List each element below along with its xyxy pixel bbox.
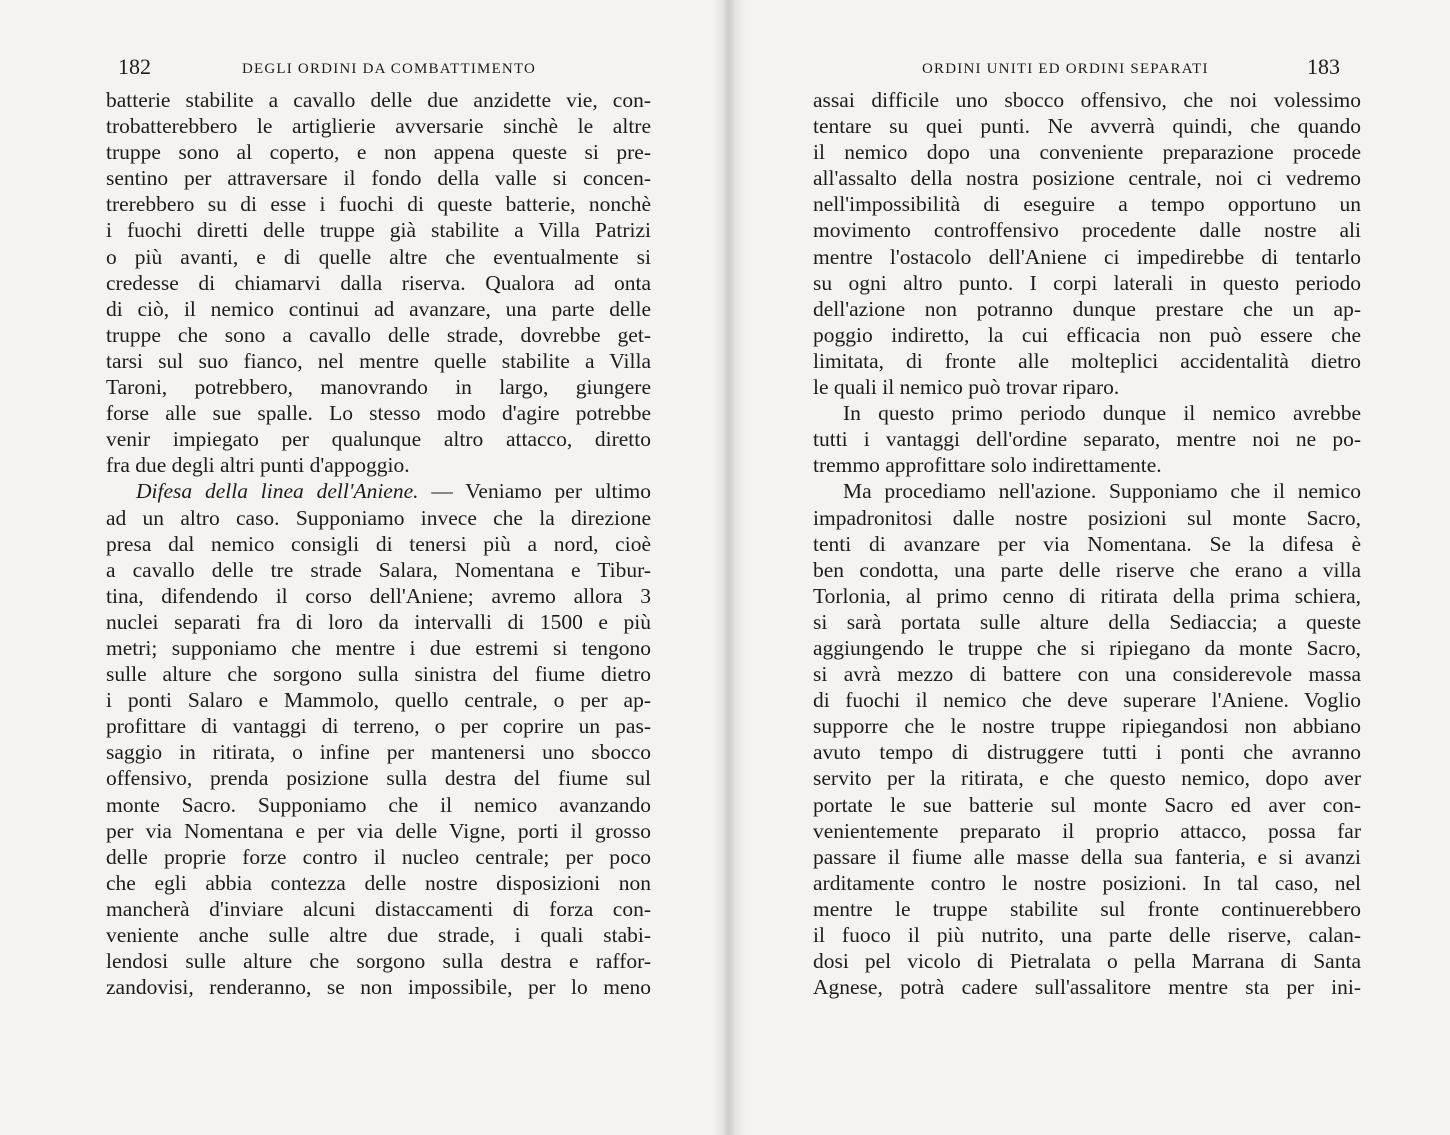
text-line: saggio in ritirata, o infine per mantenersi uno sbocco	[106, 740, 651, 765]
text-line: tutti i vantaggi dell'ordine separato, mentre noi ne po-	[813, 427, 1361, 452]
text-line: offensivo, prenda posizione sulla destra del fiume sul	[106, 766, 651, 791]
text-line: monte Sacro. Supponiamo che il nemico avanzando	[106, 792, 651, 817]
page-number-182: 182	[118, 54, 151, 79]
text-line: a cavallo delle tre strade Salara, Nomentana e Tibur-	[106, 557, 651, 582]
text-line: poggio indiretto, la cui efficacia non può essere che	[813, 322, 1361, 347]
text-line: tina, difendendo il corso dell'Aniene; avremo allora 3	[106, 583, 651, 608]
section-heading-line	[106, 478, 651, 504]
text-line: per via Nomentana e per via delle Vigne, porti il grosso	[106, 818, 651, 843]
text-line: arditamente contro le nostre posizioni. In tal caso, nel	[813, 870, 1361, 895]
text-line: avuto tempo di distruggere tutti i ponti che avranno	[813, 740, 1361, 765]
section-heading: Difesa della linea dell'Aniene.	[136, 479, 419, 504]
text-line: Taroni, potrebbero, manovrando in largo, giungere	[106, 375, 651, 400]
text-line: impadronitosi dalle nostre posizioni sul monte Sacro,	[813, 505, 1361, 530]
text-line: credesse di chiamarvi dalla riserva. Qualora ad onta	[106, 270, 651, 295]
page-number-183: 183	[1307, 54, 1340, 79]
text-line: portate le sue batterie sul monte Sacro ed aver con-	[813, 792, 1361, 817]
text-line: zandovisi, renderanno, se non impossibile, per lo meno	[106, 975, 651, 1000]
text-line: In questo primo periodo dunque il nemico avrebbe	[843, 401, 1361, 426]
text-line: servito per la ritirata, e che questo nemico, dopo aver	[813, 766, 1361, 791]
text-line: su ogni altro punto. I corpi laterali in questo periodo	[813, 270, 1361, 295]
text-line: venir impiegato per qualunque altro attacco, diretto	[106, 427, 651, 452]
text-line: dell'azione non potranno dunque prestare che un ap-	[813, 296, 1361, 321]
text-line: mentre l'ostacolo dell'Aniene ci impedirebbe di tentarlo	[813, 244, 1361, 269]
text-line: nell'impossibilità di eseguire a tempo opportuno un	[813, 192, 1361, 217]
text-line: veniente anche sulle altre due strade, i quali stabi-	[106, 923, 651, 947]
text-line: all'assalto della nostra posizione centrale, noi ci vedremo	[813, 166, 1361, 191]
text-line: nuclei separati fra di loro da intervalli di 1500 e più	[106, 609, 651, 634]
text-line: il nemico dopo una conveniente preparazione procede	[813, 140, 1361, 165]
left-page-body	[106, 87, 651, 1000]
text-line: batterie stabilite a cavallo delle due anzidette vie, con-	[106, 88, 651, 112]
text-line: o più avanti, e di quelle altre che eventualmente si	[106, 244, 651, 269]
text-line: il fuoco il più nutrito, una parte delle riserve, calan-	[813, 923, 1361, 947]
text-line: di ciò, il nemico continui ad avanzare, una parte delle	[106, 296, 651, 321]
text-line: Ma procediamo nell'azione. Supponiamo che il nemico	[843, 479, 1361, 504]
text-line: che egli abbia contezza delle nostre disposizioni non	[106, 870, 651, 895]
text-line: truppe sono al coperto, e non appena queste si pre-	[106, 140, 651, 165]
right-page-header	[806, 54, 1340, 88]
text-line: trobatterebbero le artiglierie avversarie sinchè le altre	[106, 114, 651, 139]
text-line: i fuochi diretti delle truppe già stabilite a Villa Patrizi	[106, 218, 651, 243]
text-line: i ponti Salaro e Mammolo, quello centrale, o per ap-	[106, 688, 651, 713]
section-heading-rest: — Veniamo per ultimo	[418, 479, 651, 504]
text-line: forse alle sue spalle. Lo stesso modo d'agire potrebbe	[106, 401, 651, 426]
text-line: tremmo approfittare solo indirettamente.	[813, 453, 1162, 478]
text-line: profittare di vantaggi di terreno, o per coprire un pas-	[106, 714, 651, 739]
text-line: lendosi sulle alture che sorgono sulla destra e raffor-	[106, 949, 651, 974]
left-page-header	[118, 54, 654, 88]
text-line: di fuochi il nemico che deve superare l'Aniene. Voglio	[813, 688, 1361, 713]
text-line: si avrà mezzo di battere con una considerevole massa	[813, 662, 1361, 687]
text-line: dosi pel vicolo di Pietralata o pella Marrana di Santa	[813, 949, 1361, 974]
text-line: delle proprie forze contro il nucleo centrale; per poco	[106, 844, 651, 869]
running-head-left: DEGLI ORDINI DA COMBATTIMENTO	[242, 61, 537, 77]
text-line: tentare su quei punti. Ne avverrà quindi, che quando	[813, 114, 1361, 139]
right-page-body	[813, 87, 1361, 1000]
text-line: Torlonia, al primo cenno di ritirata della prima schiera,	[813, 583, 1361, 608]
text-line: tenti di avanzare per via Nomentana. Se la difesa è	[813, 531, 1361, 556]
right-page	[725, 0, 1450, 1135]
text-line: ad un altro caso. Supponiamo invece che la direzione	[106, 505, 651, 530]
text-line: venientemente preparato il proprio attacco, possa far	[813, 818, 1361, 843]
text-line: assai difficile uno sbocco offensivo, che noi volessimo	[813, 88, 1361, 112]
text-line: Agnese, potrà cadere sull'assalitore mentre sta per ini-	[813, 975, 1361, 1000]
text-line: supporre che le nostre truppe ripiegandosi non abbiano	[813, 714, 1361, 739]
text-line: sentino per attraversare il fondo della valle si concen-	[106, 166, 651, 191]
text-line: le quali il nemico può trovar riparo.	[813, 375, 1120, 400]
text-line: ben condotta, una parte delle riserve che erano a villa	[813, 557, 1361, 582]
text-line: truppe che sono a cavallo delle strade, dovrebbe get-	[106, 322, 651, 347]
text-line: si sarà portata sulle alture della Sediaccia; a queste	[813, 609, 1361, 634]
text-line: trerebbero su di esse i fuochi di queste batterie, nonchè	[106, 192, 651, 217]
running-head-right: ORDINI UNITI ED ORDINI SEPARATI	[922, 61, 1209, 77]
text-line: fra due degli altri punti d'appoggio.	[106, 453, 410, 478]
text-line: presa dal nemico consigli di tenersi più a nord, cioè	[106, 531, 651, 556]
text-line: aggiungendo le truppe che si ripiegano da monte Sacro,	[813, 635, 1361, 660]
text-line: passare il fiume alle masse della sua fanteria, e si avanzi	[813, 844, 1361, 869]
text-line: tarsi sul suo fianco, nel mentre quelle stabilite a Villa	[106, 348, 651, 373]
text-line: metri; supponiamo che mentre i due estremi si tengono	[106, 635, 651, 660]
text-line: mentre le truppe stabilite sul fronte continuerebbero	[813, 896, 1361, 921]
text-line: movimento controffensivo procedente dalle nostre ali	[813, 218, 1361, 243]
text-line: limitata, di fronte alle molteplici accidentalità dietro	[813, 348, 1361, 373]
text-line: mancherà d'inviare alcuni distaccamenti di forza con-	[106, 896, 651, 921]
text-line: sulle alture che sorgono sulla sinistra del fiume dietro	[106, 662, 651, 687]
